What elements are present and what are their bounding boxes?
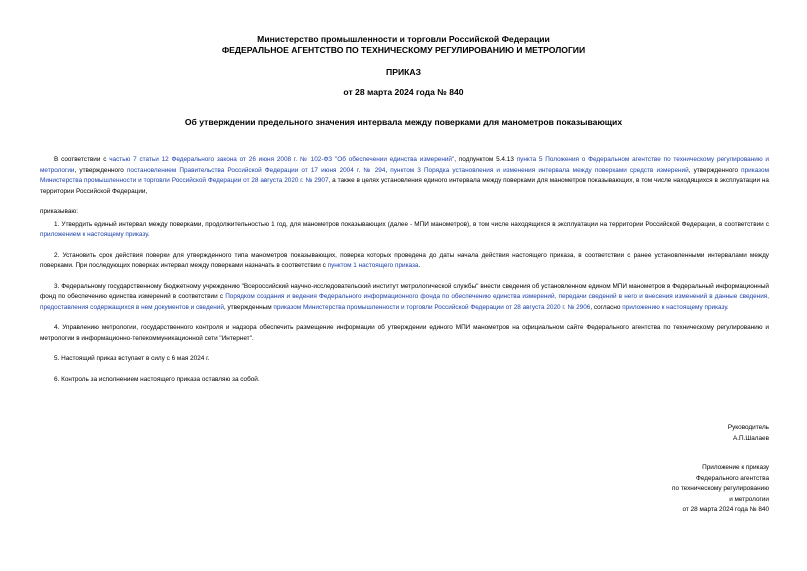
item-6: 6. Контроль за исполнением настоящего приказа оставляю за собой.	[54, 375, 260, 383]
order-word: приказываю:	[40, 208, 78, 215]
doc-type: ПРИКАЗ	[386, 67, 421, 77]
government-decree-294-link[interactable]: постановлением Правительства Российской Федерации от 17 июня 2004 г. № 294	[126, 166, 386, 174]
doc-date: от 28 марта 2024 года № 840	[343, 87, 464, 97]
ministry-heading: Министерство промышленности и торговли Российской Федерации	[257, 34, 550, 44]
interval-procedure-link[interactable]: пунктом 3 Порядка установления и изменения интервала между поверками средств измерений	[390, 166, 689, 174]
signature-block	[728, 423, 769, 444]
appendix-line-4: и метрологии	[729, 495, 769, 503]
agency-regulation-link[interactable]: пункта 5 Положения о Федеральном агентстве по техническому регулированию и метрологии	[40, 156, 769, 174]
signature-name: А.П.Шалаев	[732, 434, 769, 442]
appendix-link-2[interactable]: приложению к настоящему приказу	[622, 303, 727, 311]
appendix-link[interactable]: приложением к настоящему приказу	[40, 231, 148, 238]
agency-heading: ФЕДЕРАЛЬНОЕ АГЕНТСТВО ПО ТЕХНИЧЕСКОМУ РЕГУЛИРОВАНИЮ И МЕТРОЛОГИИ	[221, 45, 586, 55]
law-102fz-link[interactable]: частью 7 статьи 12 Федерального закона от 26 июня 2008 г. № 102-ФЗ "Об обеспечении единства измерений"	[109, 156, 455, 163]
appendix-line-2: Федерального агентства	[695, 474, 769, 482]
ministry-order-2906-link[interactable]: приказом Министерства промышленности и торговли Российской Федерации от 28 августа 2020 г. № 2906	[273, 303, 591, 311]
order-body	[40, 155, 769, 385]
ministry-order-2907-link[interactable]: приказом Министерства промышленности и торговли Российской Федерации от 28 августа 2020 г. № 2907	[40, 166, 769, 184]
appendix-line-1: Приложение к приказу	[702, 464, 769, 471]
appendix-line-3: по техническому регулированию	[672, 485, 769, 492]
item-4: 4. Управлению метрологии, государственного контроля и надзора обеспечить размещение информации об утверждении единого МПИ манометров на официальном сайте Федерального агентства по техническому регулированию и метрологии в информационно-телекоммуникационной сети "Интернет".	[40, 324, 769, 342]
fund-procedure-link[interactable]: Порядком создания и ведения Федерального информационного фонда по обеспечению единства измерений, передачи сведений в него и внесения изменений в данные сведения, предоставления содержащихся в нем документов и сведений	[40, 293, 769, 311]
item-1: 1. Утвердить единый интервал между поверками, продолжительностью 1 год, для манометров показывающих (далее - МПИ манометров), в том числе находящихся в эксплуатации на территории Российской Федерации, в соответствии с приложением к настоящему приказу.	[40, 220, 769, 238]
appendix-block	[672, 463, 769, 516]
preamble-paragraph: В соответствии с частью 7 статьи 12 Федерального закона от 26 июня 2008 г. № 102-ФЗ "Об обеспечении единства измерений", подпунктом 5.4.13 пункта 5 Положения о Федеральном агентстве по техническому регулированию и метрологии, утвержденного постановлением Правительства Российской Федерации от 17 июня 2004 г. № 294, пунктом 3 Порядка установления и изменения интервала между поверками средств измерений, утвержденного приказом Министерства промышленности и торговли Российской Федерации от 28 августа 2020 г. № 2907, а также в целях установления единого интервала между поверками для манометров показывающих, в том числе находящихся в эксплуатации на территории Российской Федерации,	[40, 156, 769, 195]
item-1-link[interactable]: пунктом 1 настоящего приказа	[327, 262, 419, 269]
doc-title: Об утверждении предельного значения интервала между поверками для манометров показывающих	[184, 117, 623, 127]
item-2: 2. Установить срок действия поверки для утвержденного типа манометров показывающих, поверка которых проведена до даты начала действия настоящего приказа, в соответствии с ранее установленными интервалами между поверками. При последующих поверках интервал между поверками назначать в соответствии с пунктом 1 настоящего приказа.	[40, 251, 769, 269]
signature-role: Руководитель	[727, 424, 769, 431]
item-3: 3. Федеральному государственному бюджетному учреждению "Всероссийский научно-исследовательский институт метрологической службы" внести сведения об установленном едином МПИ манометров в Федеральный информационный фонд по обеспечению единства измерений в соответствии с Порядком создания и ведения Федерального информационного фонда по обеспечению единства измерений, передачи сведений в него и внесения изменений в данные сведения, предоставления содержащихся в нем документов и сведений, утвержденным приказом Министерства промышленности и торговли Российской Федерации от 28 августа 2020 г. № 2906, согласно приложению к настоящему приказу.	[40, 282, 769, 311]
appendix-line-5: от 28 марта 2024 года № 840	[682, 506, 769, 513]
item-5: 5. Настоящий приказ вступает в силу с 6 мая 2024 г.	[54, 355, 210, 362]
